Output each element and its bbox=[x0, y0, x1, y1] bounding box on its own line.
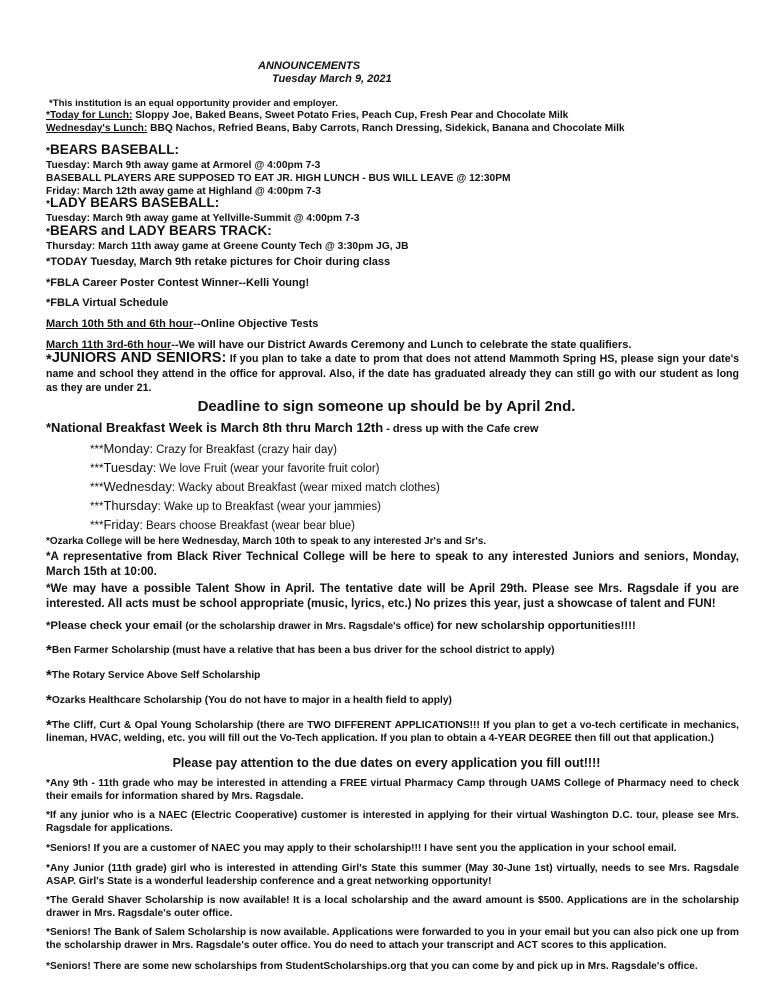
bullet-marker: *** bbox=[90, 444, 104, 456]
day-theme: : Crazy for Breakfast (crazy hair day) bbox=[149, 444, 337, 456]
star-marker: * bbox=[46, 692, 52, 709]
pharmacy-camp: *Any 9th - 11th grade who may be interested in attending a FREE virtual Pharmacy Camp through UAMS College of Pharmacy need to check their emails for information shared by Mrs. Ragsdale. bbox=[46, 778, 739, 802]
star-marker: * bbox=[46, 642, 52, 659]
track-title: BEARS and LADY BEARS TRACK: bbox=[49, 223, 272, 238]
choir-notice: *TODAY Tuesday, March 9th retake pictures for Choir during class bbox=[46, 256, 391, 268]
gerald-shaver-scholarship: *The Gerald Shaver Scholarship is now available! It is a local scholarship and the award amount is $500. Applications are in the scholarship drawer in Mrs. Ragsdale's outer office. bbox=[46, 895, 739, 919]
due-dates-heading: Please pay attention to the due dates on every application you fill out!!!! bbox=[172, 756, 601, 770]
bears-baseball-title: BEARS BASEBALL: bbox=[49, 142, 179, 157]
breakfast-day bbox=[90, 460, 440, 479]
bank-of-salem-scholarship: *Seniors! The Bank of Salem Scholarship is now available. Applications were forwarded to you in your email but you can also pick one up from the scholarship drawer in Mrs. Ragsdale's outer office. You do need to attach your transcript and ACT scores to this application. bbox=[46, 927, 739, 951]
day-theme: : Wacky about Breakfast (wear mixed match clothes) bbox=[171, 482, 440, 494]
fbla-awards-date: March 11th 3rd-6th hour bbox=[46, 339, 172, 351]
baseball-line: Tuesday: March 9th away game at Armorel @ 4:00pm 7-3 bbox=[46, 160, 321, 171]
today-lunch-menu: Sloppy Joe, Baked Beans, Sweet Potato Fries, Peach Cup, Fresh Pear and Chocolate Milk bbox=[132, 110, 569, 121]
prom-text: If you plan to take a date to prom that does not attend Mammoth Spring HS, please sign your date's name and school they attend in the office for approval. Also, if the date has graduated already they can still go with our student as long as they are under 21. bbox=[46, 353, 739, 394]
breakfast-day bbox=[90, 498, 440, 517]
breakfast-day bbox=[90, 517, 440, 536]
wednesday-lunch-label: Wednesday's Lunch: bbox=[46, 123, 148, 134]
today-lunch-label: *Today for Lunch: bbox=[46, 110, 133, 121]
prom-notice bbox=[46, 351, 739, 395]
star-marker: * bbox=[46, 146, 50, 157]
page-title: ANNOUNCEMENTS bbox=[258, 60, 361, 72]
fbla-tests-text: --Online Objective Tests bbox=[193, 318, 319, 330]
breakfast-week-tail: - dress up with the Cafe crew bbox=[383, 423, 539, 435]
breakfast-day-list bbox=[90, 441, 440, 536]
bears-baseball-section bbox=[46, 141, 739, 198]
bullet-marker: *** bbox=[90, 520, 104, 532]
fbla-awards-text: --We will have our District Awards Ceremony and Lunch to celebrate the state qualifiers. bbox=[171, 339, 632, 351]
scholarship-text: Ozarks Healthcare Scholarship (You do not have to major in a health field to apply) bbox=[51, 695, 452, 706]
breakfast-day bbox=[90, 479, 440, 498]
fbla-tests-date: March 10th 5th and 6th hour bbox=[46, 318, 194, 330]
wednesday-lunch-menu: BBQ Nachos, Refried Beans, Baby Carrots, Ranch Dressing, Sidekick, Banana and Chocolate Milk bbox=[147, 123, 625, 134]
equal-opportunity-notice: *This institution is an equal opportunity provider and employer. bbox=[49, 98, 338, 109]
bullet-marker: *** bbox=[90, 501, 104, 513]
fbla-tests bbox=[46, 317, 739, 331]
day-theme: : We love Fruit (wear your favorite fruit color) bbox=[152, 463, 380, 475]
student-scholarships: *Seniors! There are some new scholarships from StudentScholarships.org that you can come by and pick up in Mrs. Ragsdale's office. bbox=[46, 961, 698, 972]
naec-scholarship: *Seniors! If you are a customer of NAEC you may apply to their scholarship!!! I have sent you the application in your school email. bbox=[46, 843, 677, 854]
star-marker: * bbox=[46, 199, 50, 210]
ozarka-visit: *Ozarka College will be here Wednesday, March 10th to speak to any interested Jr's and Sr's. bbox=[46, 536, 487, 547]
day-name: Wednesday bbox=[103, 479, 172, 494]
scholarship-item bbox=[46, 694, 739, 707]
page-date: Tuesday March 9, 2021 bbox=[272, 73, 392, 85]
baseball-line: Friday: March 12th away game at Highland @ 4:00pm 7-3 bbox=[46, 186, 321, 197]
track-line: Thursday: March 11th away game at Greene County Tech @ 3:30pm JG, JB bbox=[46, 241, 409, 252]
today-lunch bbox=[46, 109, 739, 122]
star-marker: * bbox=[46, 351, 52, 368]
email-check-note: (or the scholarship drawer in Mrs. Ragsdale's office) bbox=[185, 621, 434, 632]
lady-bears-baseball-section bbox=[46, 194, 739, 225]
star-marker: * bbox=[46, 667, 52, 684]
day-theme: : Bears choose Breakfast (wear bear blue) bbox=[139, 520, 355, 532]
track-section bbox=[46, 222, 739, 253]
day-name: Tuesday bbox=[103, 460, 153, 475]
lady-bears-baseball-title: LADY BEARS BASEBALL: bbox=[49, 195, 220, 210]
scholarship-text: The Cliff, Curt & Opal Young Scholarship (there are TWO DIFFERENT APPLICATIONS!!! If you plan to get a vo-tech certificate in mechanics, lineman, HVAC, welding, etc. you will fill out the Vo-Tech application. If you plan to obtain a 4-YEAR DEGREE then fill out that application.) bbox=[46, 720, 739, 744]
day-theme: : Wake up to Breakfast (wear your jammies) bbox=[157, 501, 381, 513]
email-check bbox=[46, 620, 739, 632]
bullet-marker: *** bbox=[90, 463, 104, 475]
star-marker: * bbox=[46, 717, 52, 734]
breakfast-day bbox=[90, 441, 440, 460]
scholarship-item bbox=[46, 719, 739, 745]
scholarship-text: The Rotary Service Above Self Scholarship bbox=[51, 670, 261, 681]
email-check-lead: *Please check your email bbox=[46, 620, 186, 632]
day-name: Friday bbox=[103, 517, 140, 532]
scholarship-text: Ben Farmer Scholarship (must have a relative that has been a bus driver for the school district to apply) bbox=[51, 645, 555, 656]
fbla-poster-winner: *FBLA Career Poster Contest Winner--Kelli Young! bbox=[46, 277, 310, 289]
breakfast-week bbox=[46, 420, 739, 437]
day-name: Monday bbox=[103, 441, 150, 456]
breakfast-week-lead: *National Breakfast Week is March 8th thru March 12th bbox=[46, 420, 384, 435]
scholarship-item bbox=[46, 669, 739, 682]
black-river-visit: *A representative from Black River Technical College will be here to speak to any interested Juniors and seniors, Monday, March 15th at 10:00. bbox=[46, 550, 739, 578]
wednesday-lunch bbox=[46, 122, 739, 135]
naec-tour: *If any junior who is a NAEC (Electric Cooperative) customer is interested in applying for their virtual Washington D.C. tour, please see Mrs. Ragsdale for applications. bbox=[46, 810, 739, 834]
girls-state: *Any Junior (11th grade) girl who is interested in attending Girl's State this summer (May 30-June 1st) virtually, needs to see Mrs. Ragsdale ASAP. Girl's State is a wonderful leadership conference and a great networking opportunity! bbox=[46, 863, 739, 887]
lady-baseball-line: Tuesday: March 9th away game at Yellville-Summit @ 4:00pm 7-3 bbox=[46, 213, 360, 224]
day-name: Thursday bbox=[103, 498, 158, 513]
scholarship-item bbox=[46, 644, 739, 657]
baseball-line: BASEBALL PLAYERS ARE SUPPOSED TO EAT JR. HIGH LUNCH - BUS WILL LEAVE @ 12:30PM bbox=[46, 173, 511, 184]
prom-title: JUNIORS AND SENIORS: bbox=[51, 350, 227, 366]
talent-show: *We may have a possible Talent Show in April. The tentative date will be April 29th. Please see Mrs. Ragsdale if you are interested. All acts must be school appropriate (music, lyrics, etc.) No prizes this year, just a showcase of talent and FUN! bbox=[46, 582, 739, 610]
email-check-tail: for new scholarship opportunities!!!! bbox=[433, 620, 636, 632]
star-marker: * bbox=[46, 227, 50, 238]
deadline-heading: Deadline to sign someone up should be by April 2nd. bbox=[197, 398, 576, 415]
bullet-marker: *** bbox=[90, 482, 104, 494]
fbla-schedule-title: *FBLA Virtual Schedule bbox=[46, 297, 169, 309]
